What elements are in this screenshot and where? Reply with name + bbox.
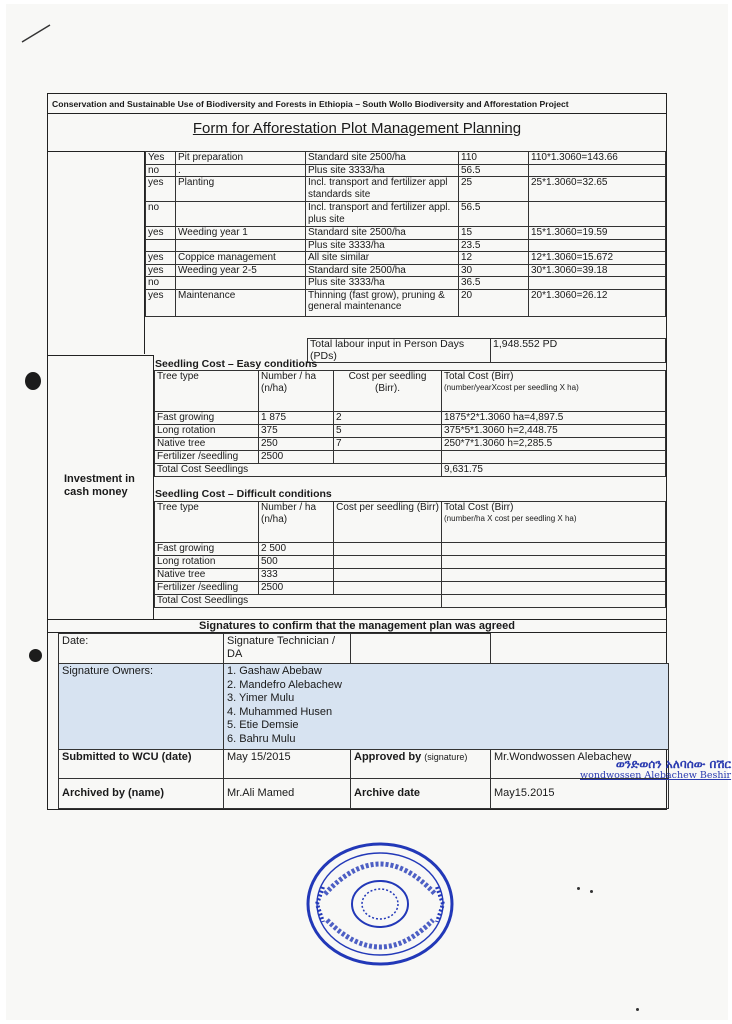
activity-name bbox=[176, 277, 306, 290]
activity-flag: no bbox=[146, 164, 176, 177]
archive-date-label: Archive date bbox=[351, 779, 491, 809]
seedling-tree-type: Fast growing bbox=[155, 543, 259, 556]
seedling-total: 1875*2*1.3060 ha=4,897.5 bbox=[442, 412, 666, 425]
difficult-total-label: Total Cost Seedlings bbox=[155, 595, 442, 608]
activity-row bbox=[146, 164, 666, 177]
activity-spec: Plus site 3333/ha bbox=[306, 239, 459, 252]
investment-label: Investment in cash money bbox=[64, 473, 135, 498]
seedling-cost bbox=[334, 543, 442, 556]
seedling-tree-type: Long rotation bbox=[155, 425, 259, 438]
signature-owner-name: 3. Yimer Mulu bbox=[227, 692, 295, 704]
seedling-total: 250*7*1.3060 h=2,285.5 bbox=[442, 438, 666, 451]
seedling-tree-type: Long rotation bbox=[155, 556, 259, 569]
seedling-tree-type: Native tree bbox=[155, 438, 259, 451]
seedling-row bbox=[155, 451, 666, 464]
activity-calculation bbox=[529, 239, 666, 252]
seedling-cost bbox=[334, 582, 442, 595]
seedling-cost bbox=[334, 556, 442, 569]
difficult-total-value bbox=[442, 595, 666, 608]
activity-spec: Standard site 2500/ha bbox=[306, 264, 459, 277]
activity-flag: no bbox=[146, 202, 176, 227]
activity-person-days: 20 bbox=[459, 289, 529, 316]
activity-row bbox=[146, 277, 666, 290]
seedling-row bbox=[155, 569, 666, 582]
activity-calculation bbox=[529, 277, 666, 290]
form-frame bbox=[47, 93, 667, 810]
seedling-row bbox=[155, 582, 666, 595]
labour-total-value: 1,948.552 PD bbox=[491, 339, 666, 363]
activity-person-days: 110 bbox=[459, 152, 529, 165]
easy-col-total-title: Total Cost (Birr) bbox=[444, 371, 514, 382]
difficult-heading: Seedling Cost – Difficult conditions bbox=[155, 488, 332, 500]
difficult-col-number: Number / ha (n/ha) bbox=[259, 502, 334, 543]
signature-owner-name: 5. Etie Demsie bbox=[227, 719, 299, 731]
seedling-total bbox=[442, 451, 666, 464]
activity-row bbox=[146, 239, 666, 252]
activity-calculation bbox=[529, 164, 666, 177]
activity-row bbox=[146, 264, 666, 277]
form-title: Form for Afforestation Plot Management Planning bbox=[192, 120, 522, 137]
activity-name: Coppice management bbox=[176, 252, 306, 265]
activity-name: Weeding year 1 bbox=[176, 227, 306, 240]
activity-calculation bbox=[529, 202, 666, 227]
activity-spec: Plus site 3333/ha bbox=[306, 277, 459, 290]
activity-spec: Incl. transport and fertilizer appl. plus site bbox=[306, 202, 459, 227]
activity-spec: Standard site 2500/ha bbox=[306, 152, 459, 165]
signature-owner-name: 1. Gashaw Abebaw bbox=[227, 665, 322, 677]
seedling-number: 2500 bbox=[259, 582, 334, 595]
approved-label-suffix: (signature) bbox=[424, 752, 468, 762]
signature-owner-name: 6. Bahru Mulu bbox=[227, 732, 296, 745]
activity-person-days: 25 bbox=[459, 177, 529, 202]
approved-value: Mr.Wondwossen Alebachew bbox=[491, 750, 669, 779]
seedling-row bbox=[155, 412, 666, 425]
activity-name: Planting bbox=[176, 177, 306, 202]
activity-person-days: 15 bbox=[459, 227, 529, 240]
easy-total-value: 9,631.75 bbox=[442, 464, 666, 477]
activity-name: . bbox=[176, 164, 306, 177]
activity-row bbox=[146, 252, 666, 265]
activity-flag: yes bbox=[146, 227, 176, 240]
easy-seedling-table bbox=[154, 370, 666, 477]
seedling-total: 375*5*1.3060 h=2,448.75 bbox=[442, 425, 666, 438]
seedling-tree-type: Fertilizer /seedling bbox=[155, 582, 259, 595]
seedling-total bbox=[442, 556, 666, 569]
seedling-row bbox=[155, 543, 666, 556]
signatures-table bbox=[58, 633, 669, 809]
activity-calculation: 110*1.3060=143.66 bbox=[529, 152, 666, 165]
activity-flag bbox=[146, 239, 176, 252]
investment-left-block bbox=[48, 355, 154, 619]
seedling-cost: 5 bbox=[334, 425, 442, 438]
handwritten-line-latin: wondwossen Alebachew Beshir bbox=[580, 770, 732, 781]
activity-person-days: 56.5 bbox=[459, 164, 529, 177]
archived-label: Archived by (name) bbox=[59, 779, 224, 809]
activity-name: Maintenance bbox=[176, 289, 306, 316]
submitted-value: May 15/2015 bbox=[224, 750, 351, 779]
activity-spec: Thinning (fast grow), pruning & general maintenance bbox=[306, 289, 459, 316]
technician-label: Signature Technician / DA bbox=[224, 634, 351, 664]
easy-col-type: Tree type bbox=[155, 371, 259, 412]
pen-stroke-mark bbox=[20, 22, 54, 44]
seedling-number: 2 500 bbox=[259, 543, 334, 556]
activity-name: Pit preparation bbox=[176, 152, 306, 165]
activity-flag: yes bbox=[146, 264, 176, 277]
seedling-tree-type: Fast growing bbox=[155, 412, 259, 425]
signature-owners-list bbox=[224, 664, 669, 750]
activity-person-days: 36.5 bbox=[459, 277, 529, 290]
easy-col-total-formula: (number/yearXcost per seedling X ha) bbox=[444, 382, 579, 392]
activity-flag: yes bbox=[146, 177, 176, 202]
seedling-total bbox=[442, 582, 666, 595]
difficult-col-total bbox=[442, 502, 666, 543]
activity-name bbox=[176, 239, 306, 252]
difficult-col-total-title: Total Cost (Birr) bbox=[444, 502, 514, 513]
seedling-number: 333 bbox=[259, 569, 334, 582]
seedling-row bbox=[155, 438, 666, 451]
difficult-col-cost: Cost per seedling (Birr) bbox=[334, 502, 442, 543]
seedling-row bbox=[155, 425, 666, 438]
activity-row bbox=[146, 152, 666, 165]
dot-mark bbox=[577, 887, 580, 890]
signature-owner-name: 2. Mandefro Alebachew bbox=[227, 678, 342, 691]
dot-mark bbox=[636, 1008, 639, 1011]
activity-spec: Plus site 3333/ha bbox=[306, 164, 459, 177]
activities-left-block bbox=[48, 151, 145, 354]
submitted-label: Submitted to WCU (date) bbox=[59, 750, 224, 779]
seedling-cost: 2 bbox=[334, 412, 442, 425]
activity-spec: Incl. transport and fertilizer appl standards site bbox=[306, 177, 459, 202]
project-title: Conservation and Sustainable Use of Biodiversity and Forests in Ethiopia – South Wollo Biodiversity and Afforestation Project bbox=[48, 94, 666, 114]
technician-signature-cell[interactable] bbox=[351, 634, 491, 664]
easy-col-total bbox=[442, 371, 666, 412]
archived-value: Mr.Ali Mamed bbox=[224, 779, 351, 809]
difficult-seedling-table bbox=[154, 501, 666, 608]
activity-row bbox=[146, 177, 666, 202]
activity-flag: yes bbox=[146, 289, 176, 316]
date-label: Date: bbox=[59, 634, 224, 664]
activity-flag: yes bbox=[146, 252, 176, 265]
activity-name: Weeding year 2-5 bbox=[176, 264, 306, 277]
punch-hole bbox=[29, 649, 42, 662]
difficult-col-type: Tree type bbox=[155, 502, 259, 543]
handwritten-line-amharic: ወንድወሰን አለባሰው በሽር bbox=[615, 757, 732, 771]
activity-name bbox=[176, 202, 306, 227]
seedling-total bbox=[442, 543, 666, 556]
seedling-number: 250 bbox=[259, 438, 334, 451]
easy-col-cost: Cost per seedling (Birr). bbox=[334, 371, 442, 412]
difficult-col-total-formula: (number/ha X cost per seedling X ha) bbox=[444, 513, 577, 523]
activity-spec: Standard site 2500/ha bbox=[306, 227, 459, 240]
easy-heading: Seedling Cost – Easy conditions bbox=[155, 358, 318, 370]
activity-row bbox=[146, 289, 666, 316]
approved-label bbox=[351, 750, 491, 779]
dot-mark bbox=[590, 890, 593, 893]
activity-row bbox=[146, 227, 666, 240]
official-stamp-seal bbox=[305, 842, 455, 967]
activity-person-days: 12 bbox=[459, 252, 529, 265]
activity-person-days: 23.5 bbox=[459, 239, 529, 252]
empty-cell bbox=[491, 634, 669, 664]
labour-total-label: Total labour input in Person Days (PDs) bbox=[308, 339, 491, 363]
seedling-tree-type: Fertilizer /seedling bbox=[155, 451, 259, 464]
seedling-number: 2500 bbox=[259, 451, 334, 464]
seedling-number: 500 bbox=[259, 556, 334, 569]
activity-spec: All site similar bbox=[306, 252, 459, 265]
activity-row bbox=[146, 202, 666, 227]
activity-calculation: 30*1.3060=39.18 bbox=[529, 264, 666, 277]
seedling-cost bbox=[334, 569, 442, 582]
seedling-cost: 7 bbox=[334, 438, 442, 451]
signature-owner-name: 4. Muhammed Husen bbox=[227, 705, 333, 718]
easy-total-label: Total Cost Seedlings bbox=[155, 464, 442, 477]
seedling-tree-type: Native tree bbox=[155, 569, 259, 582]
seedling-number: 375 bbox=[259, 425, 334, 438]
punch-hole bbox=[25, 372, 41, 390]
seedling-total bbox=[442, 569, 666, 582]
seedling-number: 1 875 bbox=[259, 412, 334, 425]
activity-person-days: 56.5 bbox=[459, 202, 529, 227]
labour-total-table bbox=[307, 338, 666, 363]
easy-col-number: Number / ha (n/ha) bbox=[259, 371, 334, 412]
activity-calculation: 20*1.3060=26.12 bbox=[529, 289, 666, 316]
approved-label-text: Approved by bbox=[354, 751, 422, 763]
activity-flag: Yes bbox=[146, 152, 176, 165]
archive-date-value: May15.2015 bbox=[491, 779, 669, 809]
seedling-row bbox=[155, 556, 666, 569]
handwritten-signature bbox=[580, 758, 731, 782]
activities-table bbox=[145, 151, 666, 317]
activity-calculation: 15*1.3060=19.59 bbox=[529, 227, 666, 240]
activity-flag: no bbox=[146, 277, 176, 290]
signatures-heading: Signatures to confirm that the management plan was agreed bbox=[48, 619, 666, 633]
activity-person-days: 30 bbox=[459, 264, 529, 277]
seedling-cost bbox=[334, 451, 442, 464]
activity-calculation: 12*1.3060=15.672 bbox=[529, 252, 666, 265]
activity-calculation: 25*1.3060=32.65 bbox=[529, 177, 666, 202]
signature-owners-label: Signature Owners: bbox=[59, 664, 224, 750]
